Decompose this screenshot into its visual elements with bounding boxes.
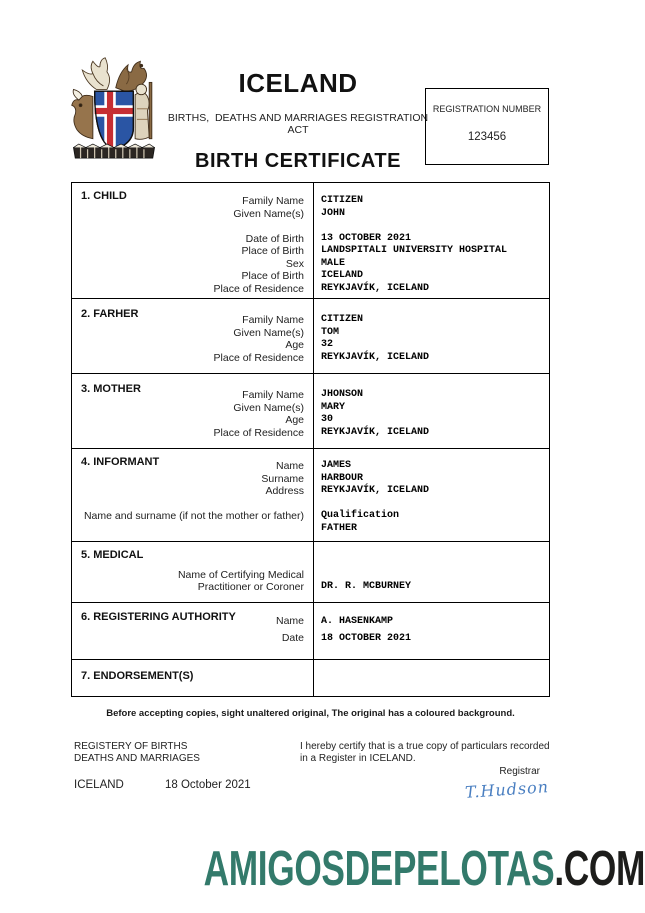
field-value: JHONSON [321, 389, 364, 400]
field-value: 13 OCTOBER 2021 [321, 232, 412, 244]
field-row [72, 581, 549, 594]
field-label: Given Name(s) [233, 401, 304, 414]
registry-line1: REGISTERY OF BIRTHS [74, 741, 188, 752]
section-registering-authority-heading: 6. REGISTERING AUTHORITY [81, 611, 236, 623]
field-label: Place of Birth [241, 270, 304, 282]
field-row [72, 233, 549, 246]
field-value: CITIZEN [321, 195, 364, 206]
field-label: Sex [285, 257, 304, 270]
field-label: Given Name(s) [233, 207, 304, 220]
field-value: 32 [321, 339, 334, 350]
field-row [72, 245, 549, 258]
field-label: Family Name [242, 195, 304, 207]
field-value: Qualification [321, 510, 400, 521]
field-value: REYKJAVÍK, ICELAND [321, 282, 430, 294]
field-row [72, 258, 549, 271]
field-label: Place of Residence [213, 351, 304, 364]
header [160, 68, 436, 173]
registrar-label: Registrar [499, 766, 540, 777]
field-label [72, 498, 313, 511]
field-row [72, 208, 549, 221]
act-subtitle: BIRTHS, DEATHS AND MARRIAGES REGISTRATION ACT [167, 112, 431, 136]
section-child [72, 183, 549, 298]
section-father [72, 298, 549, 373]
field-label: Name [275, 615, 304, 627]
registrar-signature: T.Hudson [464, 777, 550, 802]
field-row [72, 402, 549, 415]
field-row [72, 283, 549, 296]
field-row [72, 569, 549, 582]
field-value [313, 220, 321, 233]
field-label: Date of Birth [245, 232, 304, 245]
section-endorsements-heading: 7. ENDORSEMENT(S) [81, 670, 194, 682]
field-value: CITIZEN [321, 314, 364, 325]
field-value: 18 OCTOBER 2021 [321, 633, 412, 644]
section-endorsements [72, 659, 549, 696]
section-father-heading: 2. FARHER [81, 308, 139, 320]
section-medical-heading: 5. MEDICAL [81, 549, 144, 561]
field-value: A. HASENKAMP [321, 616, 394, 627]
field-label [72, 220, 313, 233]
field-row [72, 327, 549, 340]
field-label: Practitioner or Coroner [197, 581, 304, 593]
certificate-table [71, 182, 550, 697]
field-label: Surname [261, 472, 304, 485]
field-value: DR. R. MCBURNEY [321, 581, 412, 592]
field-label: Name [275, 460, 304, 472]
registry-line2: DEATHS AND MARRIAGES [74, 753, 200, 764]
registry-block [74, 741, 200, 765]
field-value: JAMES [321, 460, 352, 471]
watermark [204, 841, 645, 897]
field-value: ICELAND [321, 270, 364, 281]
field-value: 30 [321, 414, 334, 425]
section-informant [72, 448, 549, 541]
certify-statement: I hereby certify that is a true copy of particulars recorded in a Register in ICELAND. [300, 741, 550, 764]
field-row [72, 339, 549, 352]
field-row [72, 630, 549, 647]
footer-country: ICELAND [74, 779, 124, 791]
document-title: BIRTH CERTIFICATE [195, 150, 401, 172]
field-row-spacer [72, 498, 549, 511]
field-row [72, 414, 549, 427]
field-row [72, 523, 549, 536]
field-row [72, 510, 549, 523]
field-row [72, 389, 549, 402]
registration-number-box [425, 88, 549, 165]
field-label: Family Name [242, 314, 304, 326]
field-value [313, 498, 321, 511]
section-child-heading: 1. CHILD [81, 190, 127, 202]
field-row [72, 427, 549, 440]
field-value: MALE [321, 257, 346, 269]
field-value: JOHN [321, 207, 346, 219]
registration-number-label: REGISTRATION NUMBER [432, 104, 542, 114]
field-label: Given Name(s) [233, 326, 304, 339]
field-value: TOM [321, 326, 340, 338]
field-label: Place of Residence [213, 282, 304, 295]
field-value [313, 569, 321, 582]
footer-date: 18 October 2021 [165, 779, 251, 791]
field-label [72, 523, 313, 536]
field-label: Name of Certifying Medical [177, 568, 304, 581]
registration-number-value: 123456 [467, 131, 507, 143]
country-title: ICELAND [238, 68, 358, 98]
field-label: Place of Birth [241, 245, 304, 257]
field-value: HARBOUR [321, 472, 364, 484]
field-value [313, 556, 321, 569]
field-row [72, 473, 549, 486]
watermark-site-name: AMIGOSDEPELOTAS [203, 842, 555, 896]
field-value: REYKJAVÍK, ICELAND [321, 426, 430, 438]
field-row-spacer [72, 556, 549, 569]
field-row-spacer [72, 220, 549, 233]
field-label: Date [281, 632, 304, 644]
section-informant-heading: 4. INFORMANT [81, 456, 160, 468]
field-row [72, 195, 549, 208]
field-value: FATHER [321, 522, 358, 534]
iceland-coat-of-arms-icon [70, 56, 158, 166]
field-value: REYKJAVÍK, ICELAND [321, 351, 430, 363]
field-value: LANDSPITALI UNIVERSITY HOSPITAL [321, 245, 508, 256]
watermark-tld: .COM [554, 842, 645, 896]
field-label: Address [265, 485, 304, 497]
section-mother-heading: 3. MOTHER [81, 383, 141, 395]
section-medical [72, 541, 549, 602]
field-value: REYKJAVÍK, ICELAND [321, 485, 430, 496]
field-label: Age [285, 339, 304, 351]
field-row [72, 485, 549, 498]
field-label: Age [285, 414, 304, 426]
field-label: Place of Residence [213, 426, 304, 439]
field-row [72, 270, 549, 283]
copy-notice: Before accepting copies, sight unaltered original, The original has a coloured background. [106, 708, 515, 719]
section-registering-authority [72, 602, 549, 659]
field-label: Family Name [242, 389, 304, 401]
section-mother [72, 373, 549, 448]
field-label: Name and surname (if not the mother or father) [83, 510, 304, 522]
field-row [72, 314, 549, 327]
field-row [72, 352, 549, 365]
field-value: MARY [321, 401, 346, 413]
